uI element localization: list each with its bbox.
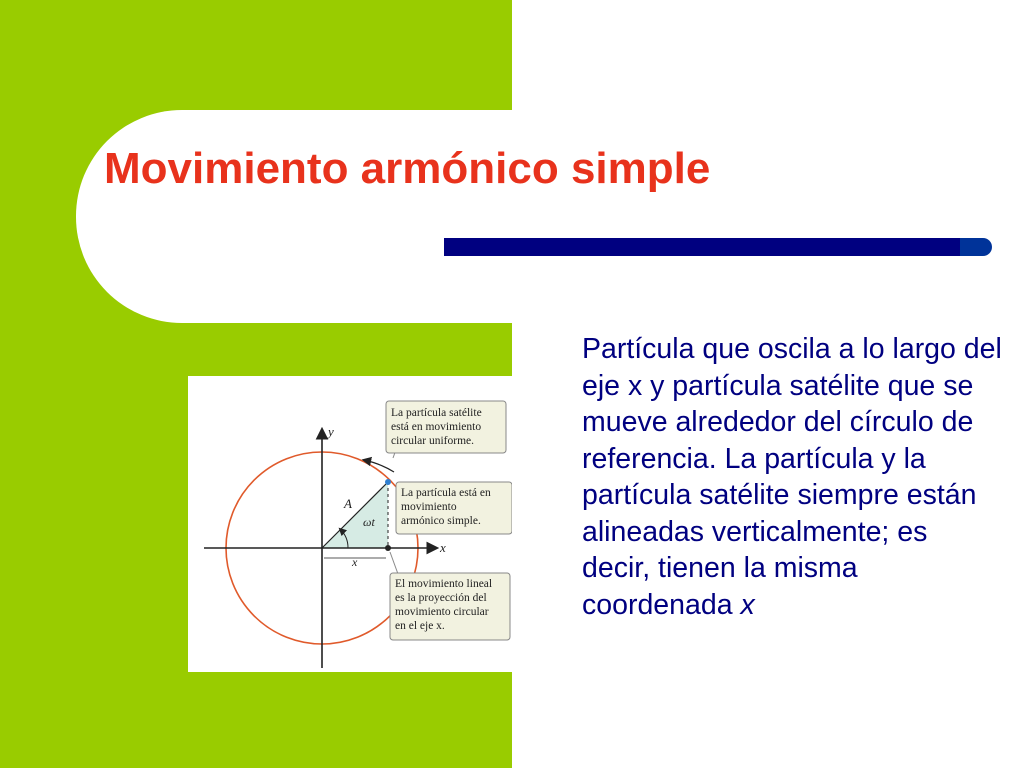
callout-2-line-3: armónico simple. — [401, 515, 481, 527]
reference-circle-diagram — [188, 376, 512, 672]
body-text-main: Partícula que oscila a lo largo del eje x y partícula satélite que se mueve alrededor del círculo de referencia. La partícula y la partícula satélite siempre están alineadas verticalmente; es decir, tienen la misma coordenada — [582, 333, 1002, 621]
y-axis-label: y — [328, 424, 334, 439]
accent-bar-main — [444, 238, 960, 256]
callout-1-line-3: circular uniforme. — [391, 435, 475, 447]
radius-label: A — [344, 496, 352, 511]
accent-bar-cap — [960, 238, 992, 256]
projection-label: x — [352, 555, 358, 569]
callout-1-line-1: La partícula satélite — [391, 407, 482, 419]
shm-particle — [385, 545, 391, 551]
slide-title: Movimiento armónico simple — [104, 144, 711, 193]
callout-1-line-2: está en movimiento — [391, 421, 482, 433]
callout-3-line-4: en el eje x. — [395, 620, 445, 632]
callout-2-line-1: La partícula está en — [401, 487, 491, 499]
reference-circle-figure — [188, 376, 512, 672]
callout-3-line-2: es la proyección del — [395, 592, 487, 604]
body-text — [582, 331, 1002, 623]
angle-label: ωt — [363, 515, 375, 529]
callout-1-text — [391, 407, 485, 447]
callout-2-line-2: movimiento — [401, 501, 457, 513]
body-text-italic-x: x — [740, 588, 755, 621]
title-banner — [76, 110, 1024, 323]
callout-3-pointer — [390, 552, 398, 574]
x-axis-label: x — [440, 540, 446, 555]
callout-3-line-1: El movimiento lineal — [395, 578, 493, 590]
callout-3-line-3: movimiento circular — [395, 606, 489, 618]
satellite-particle — [385, 479, 391, 485]
accent-bar — [444, 238, 992, 256]
